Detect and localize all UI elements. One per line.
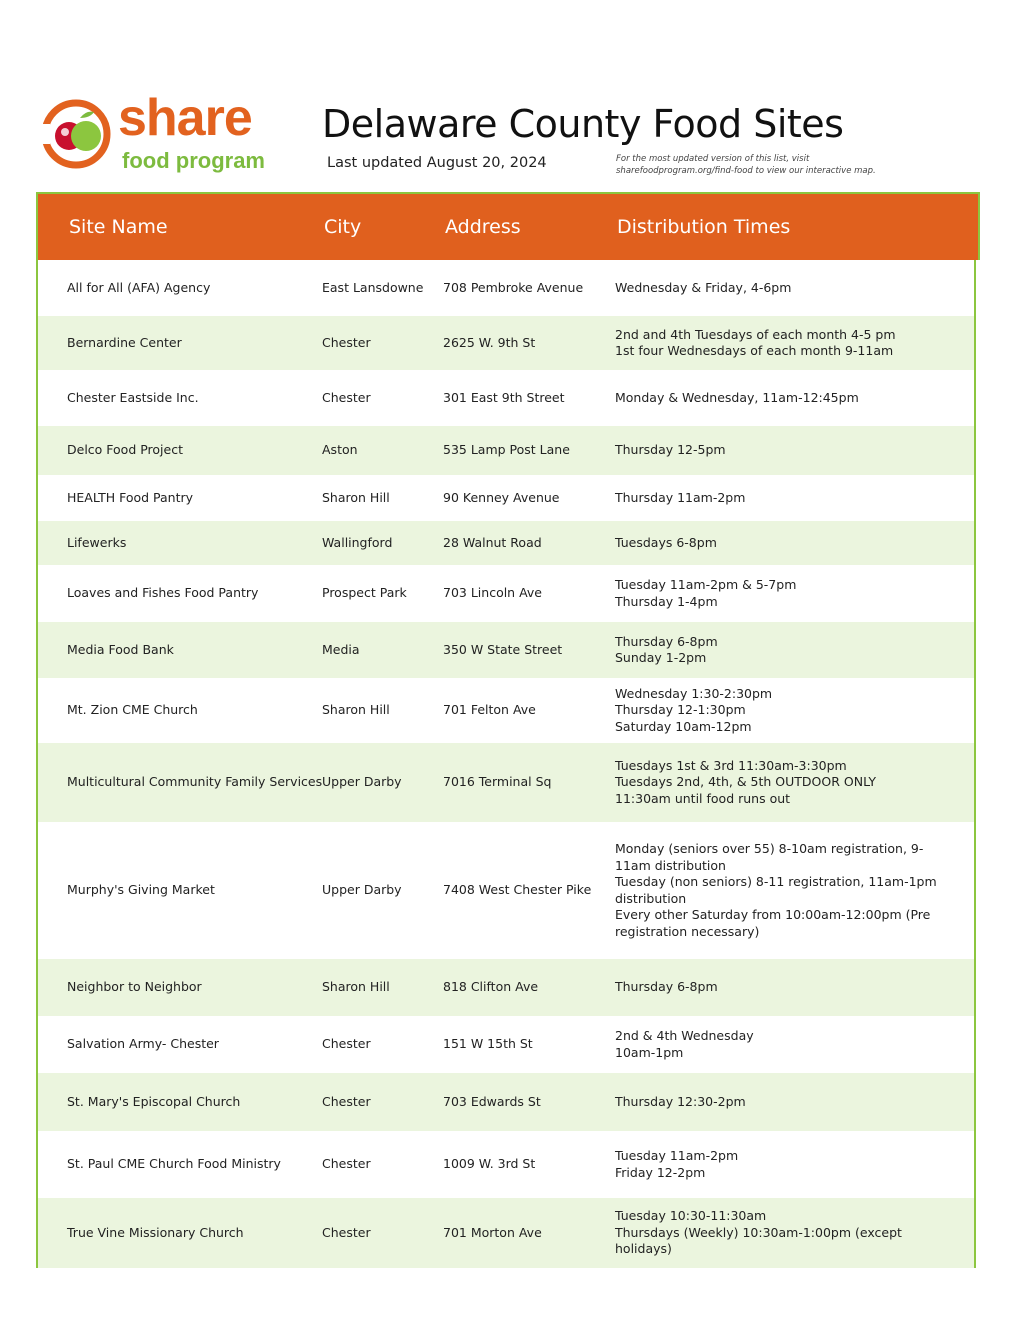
column-header-site: Site Name [69,216,168,238]
city-cell: Chester [322,334,371,350]
city-cell: Chester [322,389,371,405]
city-cell: Chester [322,1093,371,1109]
city-cell: Sharon Hill [322,489,390,505]
distribution-time-line: Thursdays (Weekly) 10:30am-1:00pm (except [615,1224,902,1240]
distribution-times-cell [615,316,945,370]
update-note: For the most updated version of this list, visit sharefoodprogram.org/find-food to view our interactive map. [616,154,876,176]
distribution-times-cell [615,475,945,521]
site-name-cell: True Vine Missionary Church [67,1224,244,1240]
apple-logo-icon [40,98,120,178]
address-cell: 7408 West Chester Pike [443,882,592,898]
table-row [38,1073,974,1131]
column-header-address: Address [445,216,521,238]
site-name-cell: Loaves and Fishes Food Pantry [67,585,259,601]
table-row [38,1016,974,1073]
address-cell: 350 W State Street [443,641,563,657]
distribution-times-cell [615,678,945,743]
distribution-time-line: registration necessary) [615,923,760,939]
city-cell: Wallingford [322,534,393,550]
distribution-time-line: Monday (seniors over 55) 8-10am registration, 9- [615,841,924,856]
distribution-times-cell [615,260,945,316]
distribution-times-cell [615,426,945,475]
distribution-times-cell [615,959,945,1016]
distribution-time-line: 2nd and 4th Tuesdays of each month 4-5 pm [615,326,896,342]
address-cell: 151 W 15th St [443,1036,533,1052]
distribution-time-line: 1st four Wednesdays of each month 9-11am [615,343,894,358]
table-row [38,1131,974,1198]
address-cell: 535 Lamp Post Lane [443,442,570,458]
site-name-cell: Bernardine Center [67,334,182,350]
site-name-cell: Mt. Zion CME Church [67,702,198,718]
address-cell: 2625 W. 9th St [443,334,536,350]
column-header-city: City [324,216,362,238]
site-name-cell: Lifewerks [67,534,127,550]
distribution-times-cell [615,822,945,959]
city-cell: Chester [322,1156,371,1172]
distribution-time-line: Sunday 1-2pm [615,650,707,665]
distribution-time-line: Tuesdays 6-8pm [615,534,717,550]
address-cell: 301 East 9th Street [443,389,565,405]
city-cell: Aston [322,442,358,458]
table-row [38,370,974,426]
last-updated: Last updated August 20, 2024 [327,155,547,171]
logo-brand-text: share [118,89,252,147]
address-cell: 7016 Terminal Sq [443,774,552,790]
page-title: Delaware County Food Sites [322,102,844,146]
distribution-times-cell [615,622,945,678]
city-cell: Upper Darby [322,882,402,898]
share-food-program-logo [40,89,280,178]
distribution-time-line: Thursday 12:30-2pm [615,1093,746,1109]
distribution-time-line: Thursday 11am-2pm [615,489,746,505]
distribution-time-line: holidays) [615,1241,672,1257]
distribution-times-cell [615,1016,945,1073]
site-name-cell: Multicultural Community Family Services [67,774,323,790]
distribution-time-line: distribution [615,890,687,906]
address-cell: 90 Kenney Avenue [443,489,560,505]
distribution-time-line: Friday 12-2pm [615,1164,706,1180]
table-row [38,426,974,475]
distribution-time-line: Thursday 12-1:30pm [615,702,746,718]
city-cell: Prospect Park [322,585,407,601]
address-cell: 703 Edwards St [443,1093,541,1109]
table-row [38,565,974,622]
distribution-time-line: 10am-1pm [615,1044,684,1060]
distribution-times-cell [615,370,945,426]
distribution-time-line: Thursday 12-5pm [615,442,726,458]
distribution-times-cell [615,1198,945,1268]
site-name-cell: Media Food Bank [67,641,174,657]
address-cell: 28 Walnut Road [443,534,542,550]
table-row [38,475,974,521]
site-name-cell: St. Mary's Episcopal Church [67,1093,241,1109]
site-name-cell: Chester Eastside Inc. [67,389,199,405]
city-cell: Upper Darby [322,774,402,790]
distribution-time-line: Wednesday & Friday, 4-6pm [615,279,792,295]
site-name-cell: Salvation Army- Chester [67,1036,219,1052]
address-cell: 1009 W. 3rd St [443,1156,536,1172]
distribution-time-line: Tuesdays 2nd, 4th, & 5th OUTDOOR ONLY [615,774,877,790]
distribution-times-cell [615,1131,945,1198]
table-row [38,743,974,822]
column-header-times: Distribution Times [617,216,791,238]
site-name-cell: Murphy's Giving Market [67,882,215,898]
distribution-time-line: Tuesday 11am-2pm & 5-7pm [615,577,797,592]
distribution-time-line: Thursday 6-8pm [615,633,718,649]
site-name-cell: St. Paul CME Church Food Ministry [67,1156,281,1172]
address-cell: 818 Clifton Ave [443,979,539,995]
distribution-time-line: Every other Saturday from 10:00am-12:00pm (Pre [615,907,931,922]
city-cell: Media [322,641,360,657]
address-cell: 701 Felton Ave [443,702,536,718]
food-sites-table [36,192,976,1268]
city-cell: Sharon Hill [322,979,390,995]
logo-sub-text: food program [122,148,265,173]
address-cell: 703 Lincoln Ave [443,585,542,601]
distribution-time-line: Monday & Wednesday, 11am-12:45pm [615,389,859,405]
table-row [38,822,974,959]
distribution-time-line: 11am distribution [615,857,726,873]
site-name-cell: HEALTH Food Pantry [67,489,194,505]
distribution-times-cell [615,1073,945,1131]
table-row [38,521,974,565]
table-row [38,1198,974,1268]
distribution-time-line: 11:30am until food runs out [615,790,791,806]
distribution-times-cell [615,521,945,565]
table-row [38,622,974,678]
city-cell: Sharon Hill [322,702,390,718]
table-header [36,192,980,260]
distribution-time-line: Thursday 1-4pm [615,593,718,609]
site-name-cell: Delco Food Project [67,442,183,458]
distribution-time-line: Saturday 10am-12pm [615,718,752,734]
address-cell: 701 Morton Ave [443,1224,542,1240]
distribution-time-line: Tuesdays 1st & 3rd 11:30am-3:30pm [615,757,847,773]
table-row [38,959,974,1016]
city-cell: East Lansdowne [322,279,424,295]
table-row [38,678,974,743]
distribution-time-line: Thursday 6-8pm [615,979,718,995]
distribution-times-cell [615,743,945,822]
distribution-time-line: Tuesday 11am-2pm [615,1148,739,1163]
distribution-time-line: 2nd & 4th Wednesday [615,1028,754,1043]
address-cell: 708 Pembroke Avenue [443,279,584,295]
distribution-times-cell [615,565,945,622]
city-cell: Chester [322,1036,371,1052]
distribution-time-line: Tuesday (non seniors) 8-11 registration, 11am-1pm [615,874,937,889]
distribution-time-line: Tuesday 10:30-11:30am [615,1208,767,1224]
distribution-time-line: Wednesday 1:30-2:30pm [615,685,773,701]
site-name-cell: Neighbor to Neighbor [67,979,202,995]
site-name-cell: All for All (AFA) Agency [67,279,211,295]
table-row [38,260,974,316]
table-row [38,316,974,370]
city-cell: Chester [322,1224,371,1240]
